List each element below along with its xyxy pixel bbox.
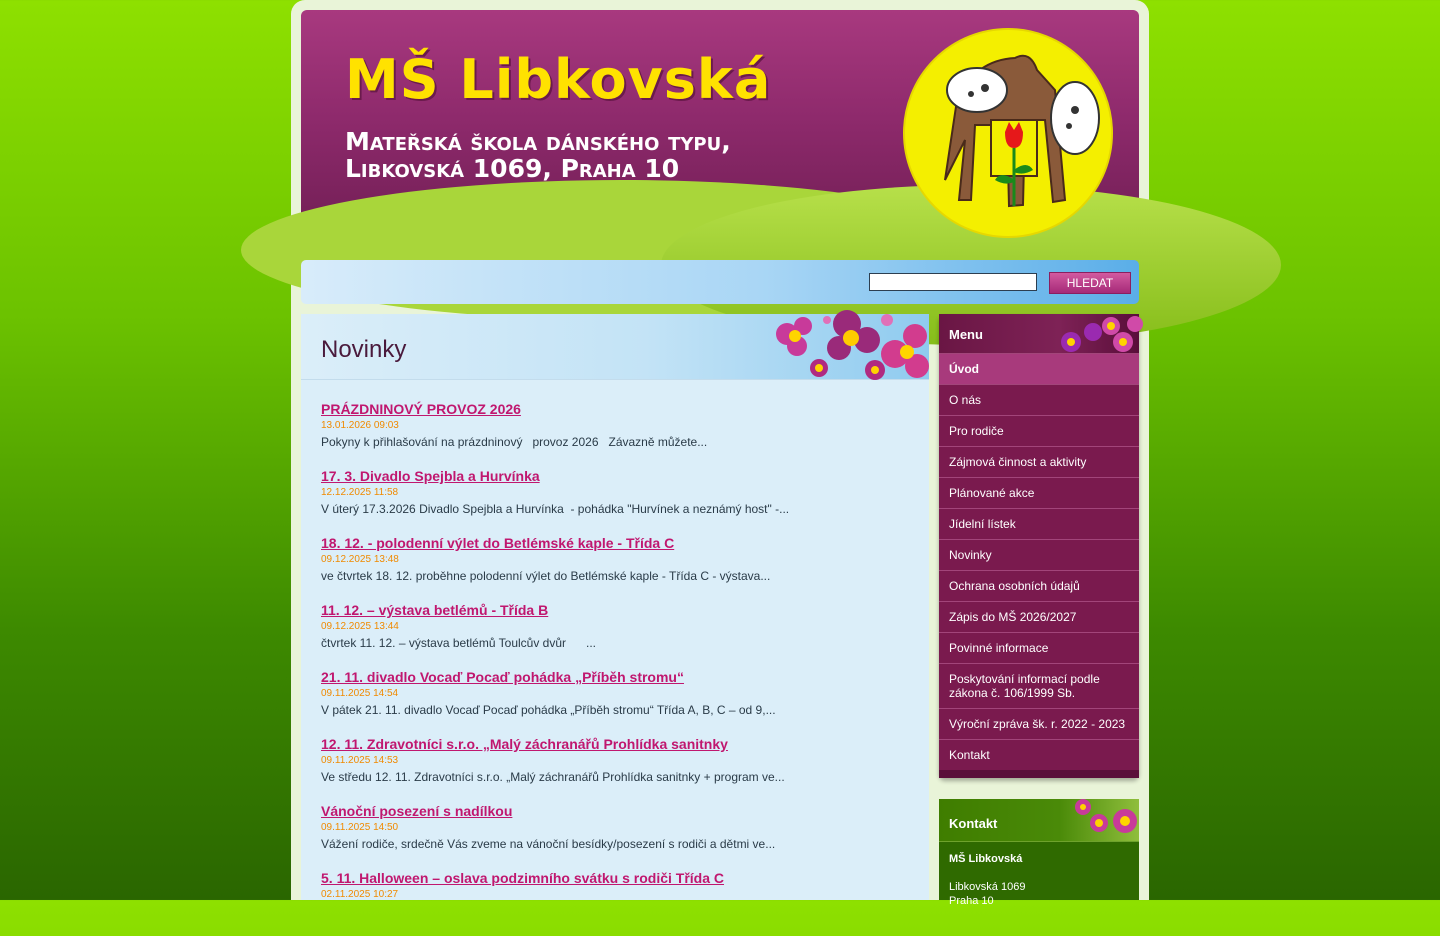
news-item [321, 534, 911, 601]
news-item [321, 467, 911, 534]
news-title-link[interactable]: Vánoční posezení s nadílkou [321, 803, 513, 819]
sidebar-menu [939, 314, 1139, 778]
menu-item-zajmova-cinnost[interactable]: Zájmová činnost a aktivity [939, 446, 1139, 477]
news-list [321, 400, 911, 936]
menu-item-jidelni-listek[interactable]: Jídelní lístek [939, 508, 1139, 539]
address-line: Praha 10 [949, 895, 994, 907]
subtitle-line: Mateřská škola dánského typu, [345, 127, 731, 156]
horse-logo-icon[interactable] [903, 28, 1113, 238]
news-title-link[interactable]: 17. 3. Divadlo Spejbla a Hurvínka [321, 468, 540, 484]
news-date: 09.11.2025 14:54 [321, 688, 399, 699]
flowers-decoration-icon [1053, 314, 1139, 353]
menu-item-novinky[interactable]: Novinky [939, 539, 1139, 570]
menu-item-poskytovani-informaci[interactable]: Poskytování informací podle zákona č. 106/1999 Sb. [939, 663, 1139, 708]
menu-heading: Menu [949, 327, 983, 342]
news-title-link[interactable]: 5. 11. Halloween – oslava podzimního svátku s rodiči Třída C [321, 870, 725, 886]
news-date: 09.11.2025 14:53 [321, 755, 399, 766]
main-content [301, 314, 929, 900]
menu-item-planovane-akce[interactable]: Plánované akce [939, 477, 1139, 508]
search-button[interactable]: HLEDAT [1049, 272, 1131, 294]
news-item [321, 735, 911, 802]
news-date: 09.12.2025 13:48 [321, 554, 399, 565]
flowers-decoration-icon [767, 314, 929, 379]
flowers-decoration-icon [1069, 799, 1139, 841]
news-title-link[interactable]: 11. 12. – výstava betlémů - Třída B [321, 602, 549, 618]
page-container [291, 0, 1149, 907]
news-excerpt: Pokyny k přihlašování na prázdninový provoz 2026 Závazně můžete... [321, 435, 708, 449]
news-title-link[interactable]: 12. 11. Zdravotníci s.r.o. „Malý záchranářů Prohlídka sanitnky [321, 736, 728, 752]
news-date: 13.01.2026 09:03 [321, 420, 399, 431]
news-excerpt: ve čtvrtek 18. 12. proběhne polodenní výlet do Betlémské kaple - Třída C - výstava... [321, 569, 771, 583]
contact-address [949, 880, 1025, 908]
news-date: 02.11.2025 10:27 [321, 889, 399, 900]
news-item [321, 869, 911, 936]
news-title-link[interactable]: 21. 11. divadlo Vocaď Pocaď pohádka „Příběh stromu“ [321, 669, 684, 685]
site-title[interactable]: MŠ Libkovská [345, 48, 772, 111]
menu-item-kontakt[interactable]: Kontakt [939, 739, 1139, 770]
address-line: Libkovská 1069 [949, 881, 1026, 893]
menu-item-vyrocni-zprava[interactable]: Výroční zpráva šk. r. 2022 - 2023 [939, 708, 1139, 739]
news-excerpt: V úterý 17.3.2026 Divadlo Spejbla a Hurvínka - pohádka "Hurvínek a neznámý host" -... [321, 502, 790, 516]
contact-name: MŠ Libkovská [949, 853, 1023, 865]
news-item [321, 601, 911, 668]
contact-header [939, 799, 1139, 842]
search-input[interactable] [869, 273, 1037, 291]
news-title-link[interactable]: PRÁZDNINOVÝ PROVOZ 2026 [321, 401, 521, 417]
subtitle-line: Libkovská 1069, Praha 10 [345, 154, 680, 183]
content-header [301, 314, 929, 380]
menu-footer [939, 770, 1139, 778]
menu-item-o-nas[interactable]: O nás [939, 384, 1139, 415]
menu-item-zapis[interactable]: Zápis do MŠ 2026/2027 [939, 601, 1139, 632]
site-header [301, 10, 1139, 250]
news-item [321, 802, 911, 869]
news-excerpt: čtvrtek 11. 12. – výstava betlémů Toulcův dvůr ... [321, 636, 597, 650]
page-title: Novinky [321, 336, 407, 363]
menu-item-uvod[interactable]: Úvod [939, 353, 1139, 384]
news-excerpt: Vážení rodiče, srdečně Vás zveme na vánoční besídky/posezení s rodiči a dětmi ve... [321, 837, 776, 851]
news-date: 09.12.2025 13:44 [321, 621, 399, 632]
menu-header [939, 314, 1139, 353]
news-title-link[interactable]: 18. 12. - polodenní výlet do Betlémské kaple - Třída C [321, 535, 675, 551]
news-item [321, 668, 911, 735]
news-excerpt: V pátek 21. 11. divadlo Vocaď Pocaď pohádka „Příběh stromu“ Třída A, B, C – od 9,... [321, 703, 776, 717]
contact-heading: Kontakt [949, 816, 998, 831]
news-date: 12.12.2025 11:58 [321, 487, 399, 498]
news-date: 09.11.2025 14:50 [321, 822, 399, 833]
site-subtitle [345, 128, 865, 182]
menu-item-povinne-informace[interactable]: Povinné informace [939, 632, 1139, 663]
news-excerpt: Ve středu 12. 11. Zdravotníci s.r.o. „Malý záchranářů Prohlídka sanitnky + program ve... [321, 770, 785, 784]
news-item [321, 400, 911, 467]
contact-box [939, 799, 1139, 907]
menu-item-pro-rodice[interactable]: Pro rodiče [939, 415, 1139, 446]
search-bar [301, 260, 1139, 304]
menu-item-ochrana-udaju[interactable]: Ochrana osobních údajů [939, 570, 1139, 601]
